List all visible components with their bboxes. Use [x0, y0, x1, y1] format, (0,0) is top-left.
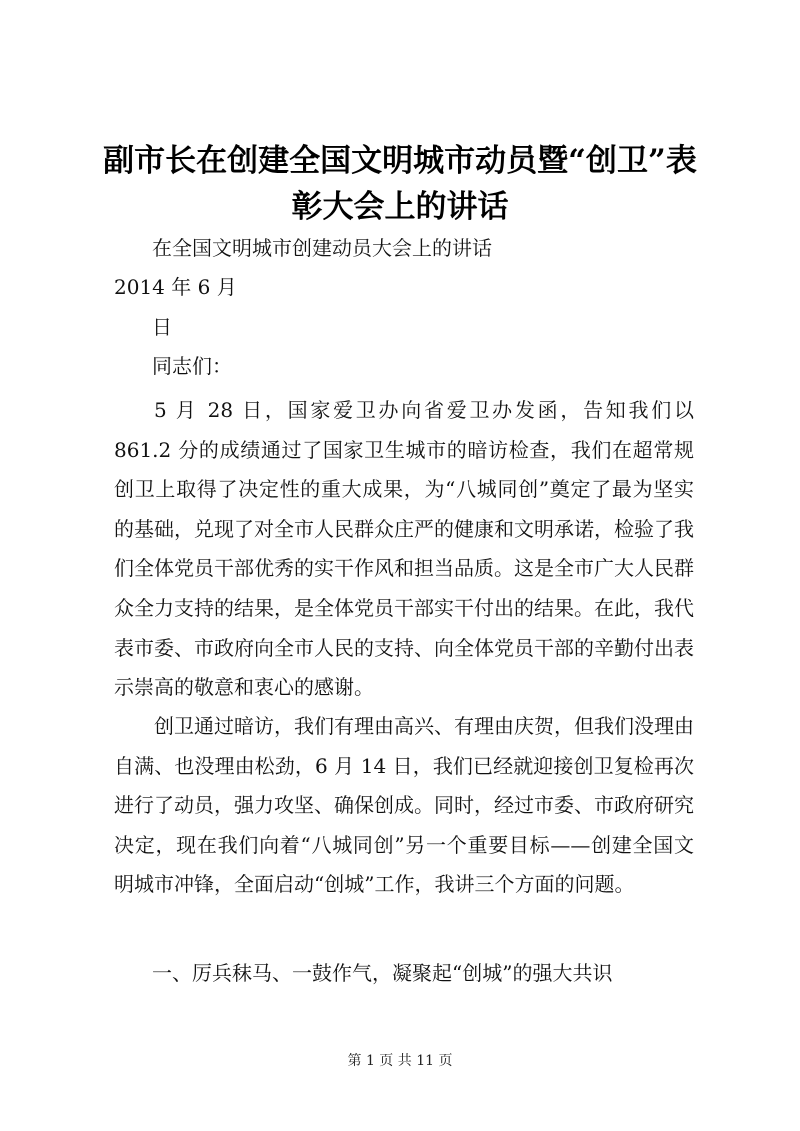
salutation: 同志们：	[152, 354, 232, 378]
title-line-1: 副市长在创建全国文明城市动员暨“创卫”表	[103, 143, 697, 179]
section-heading: 一、厉兵秣马、一鼓作气，凝聚起“创城”的强大共识	[152, 961, 613, 985]
page-footer: 第 1 页 共 11 页	[347, 1053, 453, 1069]
paragraph-1: 5 月 28 日，国家爱卫办向省爱卫办发函，告知我们以 861.2 分的成绩通过了国家卫生城市的暗访检查，我们在超常规创卫上取得了决定性的重大成果，为“八城同创”奠定了最为坚实的基础，兑现了对全市人民群众庄严的健康和文明承诺，检验了我们全体党员干部优秀的实干作风和担当品质。这是全市广大人民群众全力支持的结果，是全体党员干部实干付出的结果。在此，我代表市委、市政府向全市人民的支持、向全体党员干部的辛勤付出表示崇高的敬意和衷心的感谢。	[114, 398, 694, 700]
date-line: 2014 年 6 月	[114, 275, 237, 299]
title-line-2: 彰大会上的讲话	[291, 189, 509, 225]
day-line: 日	[152, 315, 172, 339]
document-title	[60, 138, 740, 230]
subtitle: 在全国文明城市创建动员大会上的讲话	[152, 236, 492, 260]
paragraph-2: 创卫通过暗访，我们有理由高兴、有理由庆贺，但我们没理由自满、也没理由松劲，6 月 14 日，我们已经就迎接创卫复检再次进行了动员，强力攻坚、确保创成。同时，经过市委、市政府研究决定，现在我们向着“八城同创”另一个重要目标——创建全国文明城市冲锋，全面启动“创城”工作，我讲三个方面的问题。	[114, 714, 694, 897]
